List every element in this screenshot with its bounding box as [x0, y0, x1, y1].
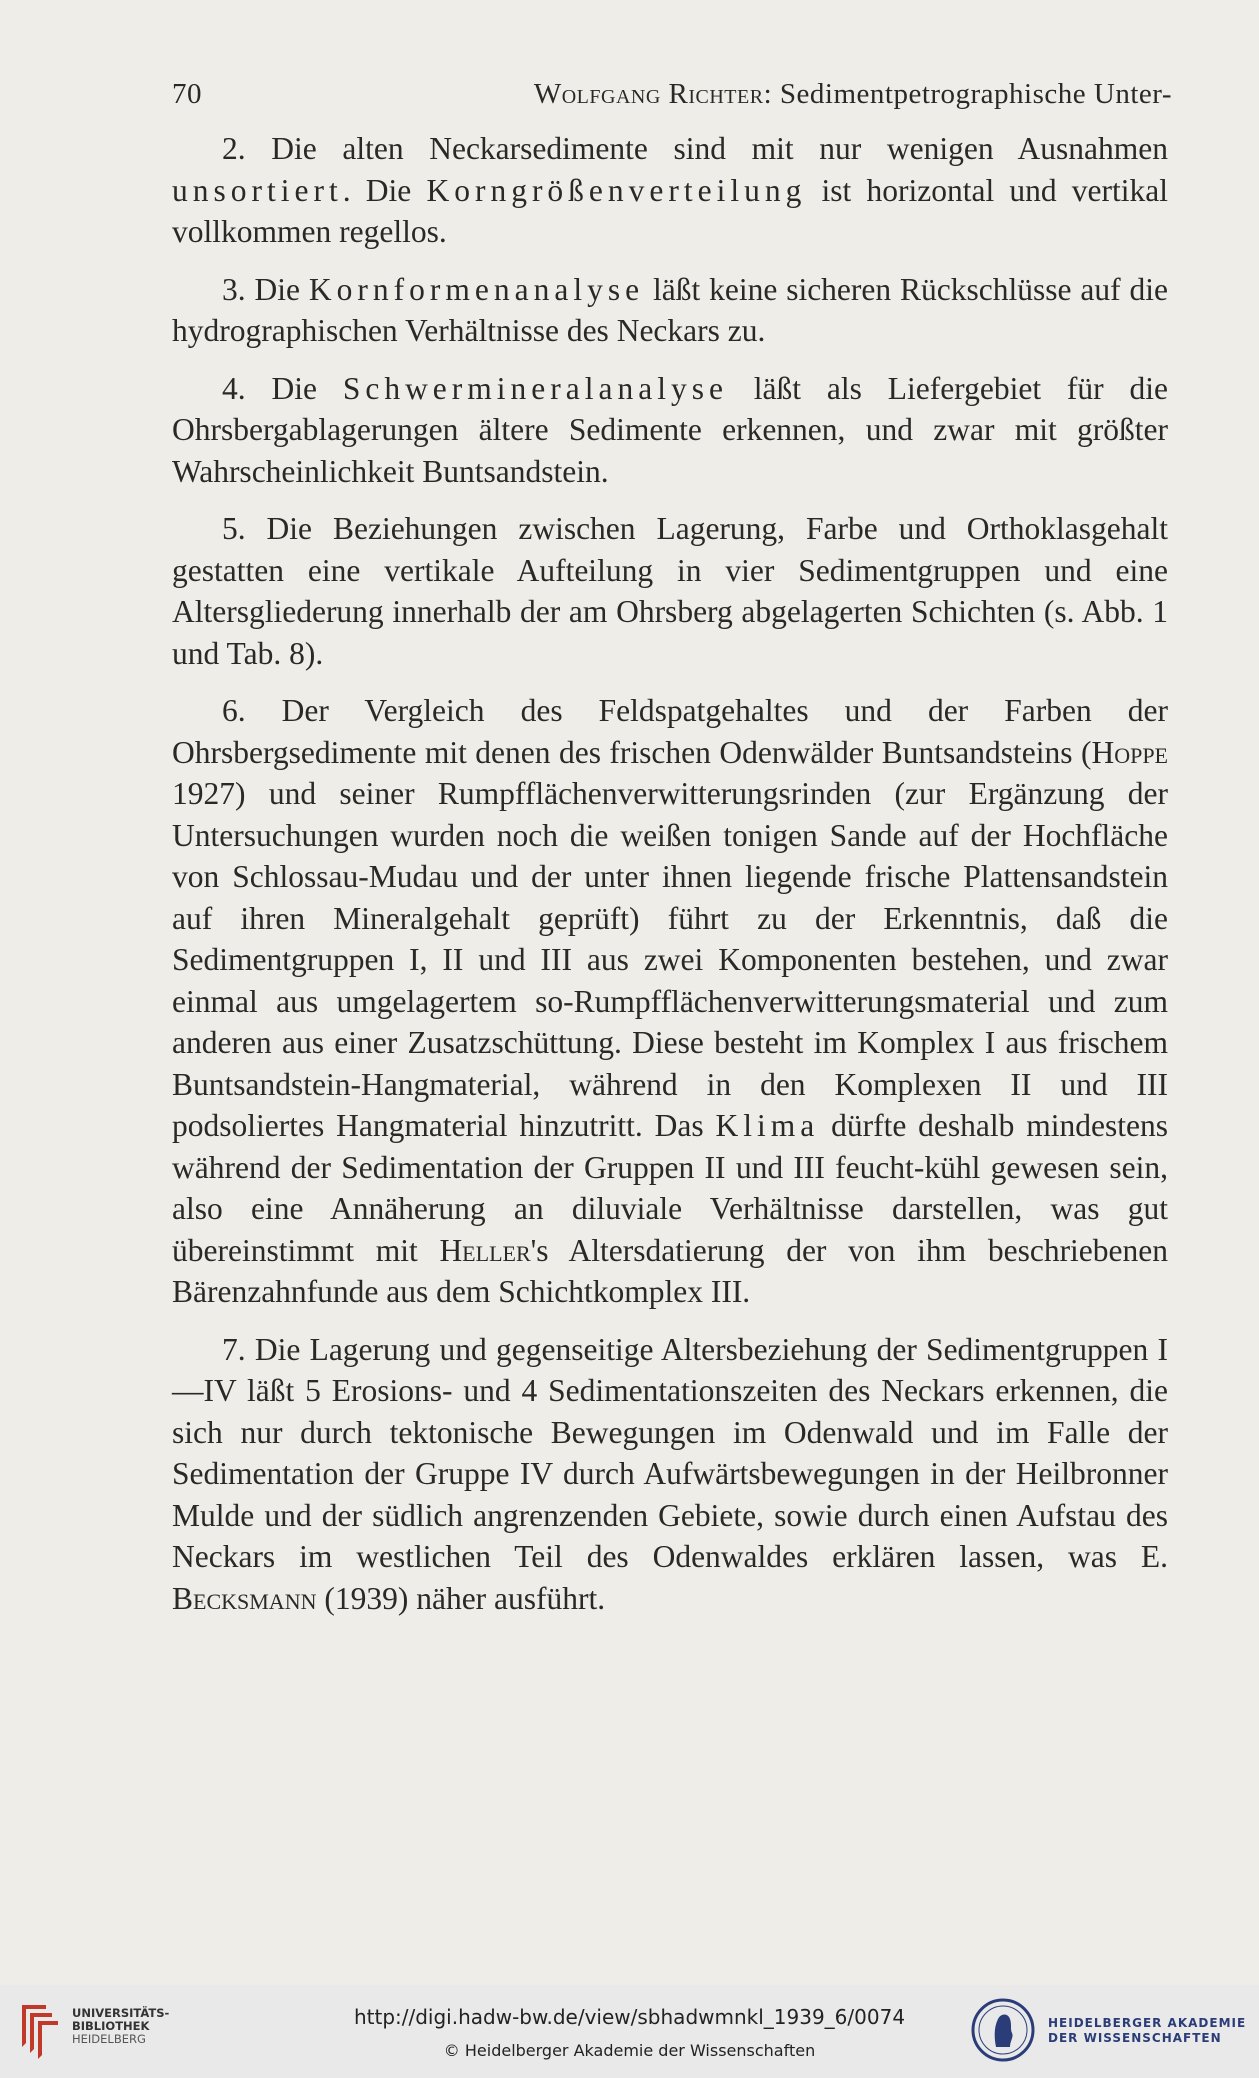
academy-label	[1048, 2016, 1246, 2046]
running-title-text: : Sedimentpetrographische Unter-	[763, 78, 1172, 110]
text-run: dürfte deshalb mindestens während der Sedimentation der Gruppen II und III feucht-kühl gewesen sein, also eine Annäherung an diluviale Verhältnisse darstellen, was gut übereinstimmt mit	[172, 1108, 1168, 1268]
cited-author: Hoppe	[1091, 734, 1168, 770]
academy-seal-icon	[970, 1997, 1036, 2063]
text-run: läßt als Liefergebiet für die Ohrsbergablagerungen ältere Sedimente erkennen, und zwar mit größter Wahrscheinlichkeit Buntsandstein.	[172, 370, 1168, 489]
library-line: UNIVERSITÄTS-	[72, 2006, 170, 2020]
text-run: 7. Die Lagerung und gegenseitige Altersbeziehung der Sedimentgruppen I—IV läßt 5 Erosions- und 4 Sedimentationszeiten des Neckars erkennen, die sich nur durch tektonische Bewegungen im Odenwald und im Falle der Sedimentation der Gruppe IV durch Aufwärtsbewegungen in der Heilbronner Mulde und der südlich angrenzenden Gebiete, sowie durch einen Aufstau des Neckars im westlichen Teil des Odenwaldes erklären lassen, was E.	[172, 1331, 1168, 1574]
text-run: 4. Die	[222, 370, 343, 406]
text-run: 3. Die	[222, 271, 309, 307]
text-run: 6. Der Vergleich des Feldspatgehaltes und der Farben der Ohrsbergsedimente mit denen des frischen Odenwälder Buntsandsteins (	[172, 693, 1168, 770]
text-run: läßt keine sicheren Rückschlüsse auf die hydrographischen Verhältnisse des Neckars zu.	[172, 271, 1169, 348]
text-run: 5. Die Beziehungen zwischen Lagerung, Farbe und Orthoklasgehalt gestatten eine vertikale Aufteilung in vier Sedimentgruppen und eine Altersgliederung innerhalb der am Ohrsberg abgelagerten Schichten (s. Abb. 1 und Tab. 8).	[172, 511, 1168, 671]
paragraph-2	[172, 128, 1168, 253]
author-name: Wolfgang Richter	[533, 78, 764, 110]
text-run: 1927) und seiner Rumpfflächenverwitterungsrinden (zur Ergänzung der Untersuchungen wurden noch die weißen tonigen Sande auf der Hochfläche von Schlossau-Mudau und der unter ihnen liegende frische Plattensandstein auf ihren Mineralgehalt geprüft) führt zu der Erkenntnis, daß die Sedimentgruppen I, II und III aus zwei Komponenten bestehen, und zwar einmal aus umgelagertem so-Rumpfflächenverwitterungsmaterial und zum anderen aus einer Zusatzschüttung. Diese besteht im Komplex I aus frischem Buntsandstein-Hangmaterial, während in den Komplexen II und III podsoliertes Hangmaterial hinzutritt. Das	[172, 776, 1168, 1143]
paragraph-3	[172, 269, 1168, 352]
running-header	[172, 78, 1172, 118]
cited-author: Becksmann	[172, 1580, 317, 1616]
library-line: BIBLIOTHEK	[72, 2019, 150, 2033]
paragraph-6	[172, 690, 1168, 1313]
academy-line: HEIDELBERGER AKADEMIE	[1048, 2016, 1247, 2030]
spaced-term: Klima	[715, 1108, 820, 1143]
text-run: (1939) näher ausführt.	[316, 1580, 606, 1616]
viewer-footer	[0, 1985, 1259, 2078]
text-run: 2. Die alten Neckarsedimente sind mit nur wenigen Ausnahmen	[222, 131, 1168, 166]
spaced-term: Schwermineralanalyse	[342, 370, 728, 406]
permalink-url[interactable]: http://digi.hadw-bw.de/view/sbhadwmnkl_1939_6/0074	[353, 2005, 906, 2029]
library-line: HEIDELBERG	[72, 2032, 146, 2046]
cited-author: Heller	[439, 1232, 531, 1268]
copyright-notice: © Heidelberger Akademie der Wissenschaften	[443, 2041, 816, 2060]
spaced-term: unsortiert	[172, 172, 343, 208]
paragraph-4	[172, 368, 1168, 493]
paragraph-5	[172, 508, 1168, 674]
page-body	[172, 128, 1168, 1635]
text-run: . Die	[342, 172, 427, 208]
text-run: ist horizontal und vertikal vollkommen regellos.	[172, 172, 1168, 249]
spaced-term: Kornformenanalyse	[308, 271, 645, 307]
spaced-term: Korngrößenverteilung	[426, 172, 807, 208]
page-number: 70	[172, 78, 202, 110]
academy-line: DER WISSENSCHAFTEN	[1048, 2031, 1222, 2045]
running-title	[534, 78, 1172, 111]
paragraph-7	[172, 1329, 1168, 1620]
text-run: 's Altersdatierung der von ihm beschriebenen Bärenzahnfunde aus dem Schichtkomplex III.	[172, 1232, 1169, 1309]
